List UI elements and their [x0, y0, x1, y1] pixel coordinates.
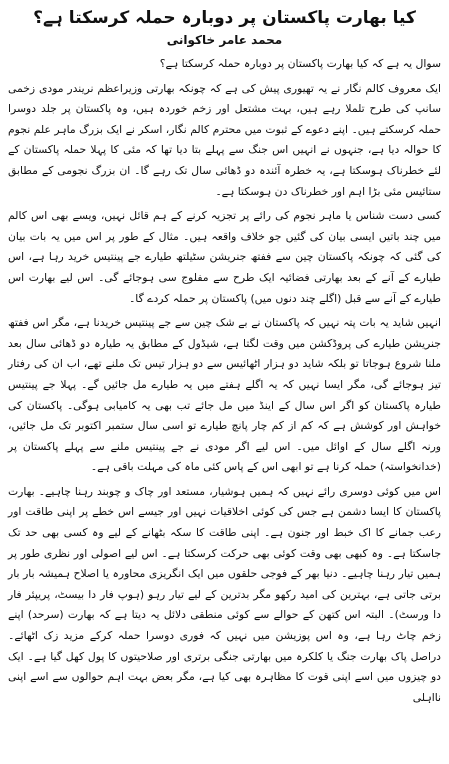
paragraph-2: ایک معروف کالم نگار نے یہ تھیوری پیش کی ہے کہ چونکہ بھارتی وزیراعظم نریندر مودی زخمی سانپ کی طرح تلملا رہے ہیں، بہت مشتعل اور زخم خوردہ ہیں، وہ پاکستان پر جلد دوسرا حملہ کرسکتے ہیں۔ اپنے دعوے کے ثبوت میں محترم کالم نگار، اسکر نے ایک بزرگ ماہر علم نجوم کا حوالہ دیا ہے، جنہوں نے انہیں اس جنگ سے پہلے بتا دیا تھا کہ مئی کا پہلا حملہ پاکستان کے لئے خطرناک ہوسکتا ہے، یہ خطرہ آئندہ دو ڈھائی سال تک رہے گا۔ ان بزرگ نجومی کے مطابق ستائیس مئی بڑا اہم اور خطرناک دن ہوسکتا ہے۔ — [8, 81, 441, 198]
paragraph-1: سوال یہ ہے کہ کیا بھارت پاکستان پر دوبارہ حملہ کرسکتا ہے؟ — [159, 57, 441, 70]
author-byline: محمد عامر خاکوانی — [166, 33, 283, 47]
article-title: کیا بھارت پاکستان پر دوبارہ حملہ کرسکتا ہے؟ — [33, 8, 416, 28]
paragraph-3: کسی دست شناس یا ماہر نجوم کی رائے پر تجزیہ کرنے کے ہم قائل نہیں، ویسے بھی اس کالم میں چند باتیں ایسی بیان کی گئیں جو خلاف واقعہ ہیں۔ مثال کے طور پر اس میں یہ بات بیان کی گئی کہ چونکہ پاکستان چین سے ففتھ جنریشن سٹیلتھ طیارے جے پینتیس خرید رہا ہے، اس طیارے کے آنے کے بعد بھارتی فضائیہ ایک طرح سے مفلوج سی ہوجائے گی۔ اس لیے بھارت اس طیارے کے آنے سے قبل (اگلے چند دنوں میں) پاکستان پر حملہ کردے گا۔ — [8, 209, 441, 305]
paragraph-5: اس میں کوئی دوسری رائے نہیں کہ ہمیں ہوشیار، مستعد اور چاک و چوبند رہنا چاہیے۔ بھارت پاکستان کا ایسا دشمن ہے جس کی کوئی اخلاقیات نہیں اور جیسے اس خطے پر اپنی طاقت اور رعب جمانے کا اک خبط اور جنون ہے۔ اپنی طاقت کا سکہ بٹھانے کے لیے وہ کسی بھی حد تک جاسکتا ہے۔ وہ کبھی بھی وقت کوئی بھی حرکت کرسکتا ہے۔ اس لیے اصولی اور نظری طور پر ہمیں تیار رہنا چاہیے۔ دنیا بھر کے فوجی حلقوں میں ایک انگریزی محاورہ یا اصلاح ہمیشہ بار بار برتی جاتی ہے، بہترین کی امید رکھو مگر بدترین کے لیے تیار رہو (ہوپ فار دا بیسٹ، پریپئر فار دا ورسٹ)۔ البتہ اس کتھن کے حوالے سے کوئی منطقی دلائل یہ دیتا ہے کہ بھارت (سرحد) اپنے زخم چاٹ رہا ہے، وہ اس پوزیشن میں نہیں کہ فوری دوسرا حملہ کرکے مزید زک اٹھائے۔ دراصل پاک بھارت جنگ یا کلکرہ میں بھارتی جنگی برتری اور صلاحیتوں کا پول کھل گیا ہے۔ ایک دو چیزوں میں اسے اپنی قوت کا مظاہرہ بھی کیا ہے، مگر بعض بہت اہم حوالوں سے اسے اپنی نااہلی — [8, 484, 441, 704]
paragraph-4: انہیں شاید یہ بات پتہ نہیں کہ پاکستان نے بے شک چین سے جے پینتیس خریدنا ہے، مگر اس ففتھ جنریشن طیارے کی پروڈکشن میں وقت لگتا ہے، شیڈول کے مطابق یہ طیارہ دو ڈھائی سال بعد ملنا شروع ہوجاتا تو بلکہ شاید دو ہزار اٹھائیس سے دو ہزار تیس تک ملنے تھے، اب ان کی رفتار تیز ہوجائے گی، مگر ایسا نہیں کہ یہ اگلے ہفتے میں یہ طیارے مل جائیں گے۔ پہلا جے پینتیس طیارہ پاکستان کو اگر اس سال کے اینڈ میں مل جائے تب بھی یہ کامیابی ہوگی۔ پاکستان کی خواہش اور کوشش ہے کہ کم از کم چار پانچ طیارے تو اسی سال ستمبر اکتوبر تک مل جائیں، ورنہ اگلے سال کے اوائل میں۔ اس لیے اگر مودی نے جے پینتیس ملنے سے پہلے پاکستان پر (خدانخواستہ) حملہ کرنا ہے تو ابھی اس کے پاس کئی ماہ کی مہلت باقی ہے۔ — [8, 316, 441, 474]
